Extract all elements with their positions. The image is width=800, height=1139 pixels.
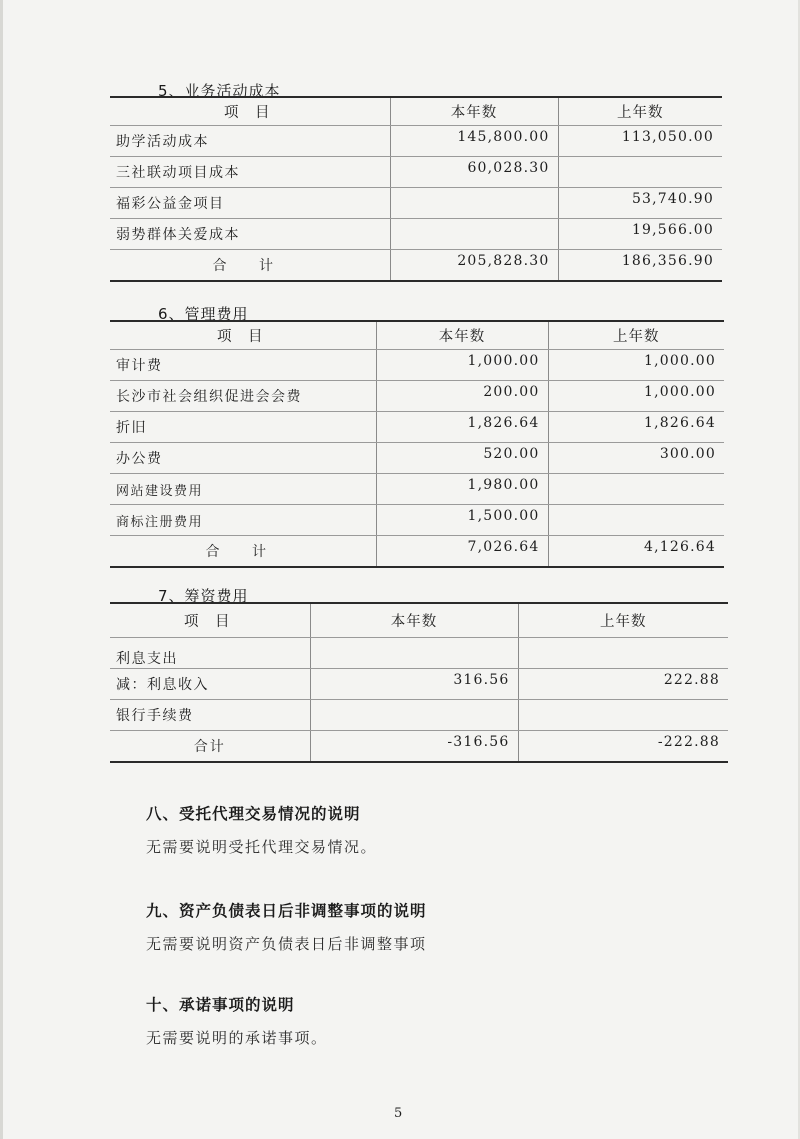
total-current: -316.56: [310, 731, 518, 763]
business-cost-table: [110, 96, 722, 282]
header-current: 本年数: [376, 321, 548, 350]
row-item: 折旧: [110, 412, 376, 443]
total-label: 合计: [110, 731, 310, 763]
admin-expense-table: [110, 320, 724, 568]
row-item: 商标注册费用: [110, 505, 376, 536]
row-item: 办公费: [110, 443, 376, 474]
header-prior: 上年数: [558, 97, 722, 126]
row-prior: 113,050.00: [558, 126, 722, 157]
table-header-row: [110, 321, 724, 350]
total-row: [110, 250, 722, 282]
row-item: 福彩公益金项目: [110, 188, 390, 219]
row-current: [390, 219, 558, 250]
row-prior: 19,566.00: [558, 219, 722, 250]
row-current: 1,980.00: [376, 474, 548, 505]
header-prior: 上年数: [518, 603, 728, 638]
table-row: [110, 188, 722, 219]
total-row: [110, 536, 724, 568]
header-item: 项 目: [110, 321, 376, 350]
row-current: [390, 188, 558, 219]
table-row: [110, 219, 722, 250]
note-body-subsequent-events: 无需要说明资产负债表日后非调整事项: [146, 935, 427, 953]
row-prior: [518, 700, 728, 731]
row-item: 审计费: [110, 350, 376, 381]
table-row: [110, 638, 728, 669]
table-row: [110, 700, 728, 731]
row-current: 1,500.00: [376, 505, 548, 536]
table-row: [110, 126, 722, 157]
page-number: 5: [394, 1106, 403, 1121]
row-current: [310, 700, 518, 731]
row-current: 520.00: [376, 443, 548, 474]
table-row: [110, 412, 724, 443]
note-body-commitments: 无需要说明的承诺事项。: [146, 1029, 328, 1047]
total-label: 合 计: [110, 250, 390, 282]
total-prior: 186,356.90: [558, 250, 722, 282]
total-current: 7,026.64: [376, 536, 548, 568]
row-prior: [518, 638, 728, 669]
total-prior: -222.88: [518, 731, 728, 763]
row-prior: 1,000.00: [548, 381, 724, 412]
table-row: [110, 505, 724, 536]
financing-expense-table: [110, 602, 728, 763]
row-current: 60,028.30: [390, 157, 558, 188]
total-current: 205,828.30: [390, 250, 558, 282]
row-prior: 1,826.64: [548, 412, 724, 443]
total-label: 合 计: [110, 536, 376, 568]
total-prior: 4,126.64: [548, 536, 724, 568]
table-row: [110, 157, 722, 188]
header-current: 本年数: [390, 97, 558, 126]
row-current: 1,826.64: [376, 412, 548, 443]
note-heading-subsequent-events: 九、资产负债表日后非调整事项的说明: [146, 902, 427, 920]
row-current: 145,800.00: [390, 126, 558, 157]
row-current: [310, 638, 518, 669]
table-row: [110, 474, 724, 505]
table-row: [110, 443, 724, 474]
table-row: [110, 381, 724, 412]
row-item: 三社联动项目成本: [110, 157, 390, 188]
note-heading-commitments: 十、承诺事项的说明: [146, 996, 295, 1014]
table-row: [110, 350, 724, 381]
row-prior: 300.00: [548, 443, 724, 474]
row-item: 银行手续费: [110, 700, 310, 731]
table-header-row: [110, 603, 728, 638]
row-current: 316.56: [310, 669, 518, 700]
row-item: 减：利息收入: [110, 669, 310, 700]
row-prior: 53,740.90: [558, 188, 722, 219]
row-current: 200.00: [376, 381, 548, 412]
section-title-business-cost: 5、业务活动成本: [158, 82, 281, 100]
section-title-admin-expense: 6、管理费用: [158, 305, 249, 323]
row-current: 1,000.00: [376, 350, 548, 381]
total-row: [110, 731, 728, 763]
header-item: 项 目: [110, 603, 310, 638]
row-prior: 222.88: [518, 669, 728, 700]
table-header-row: [110, 97, 722, 126]
table-row: [110, 669, 728, 700]
row-item: 利息支出: [110, 638, 310, 669]
row-item: 助学活动成本: [110, 126, 390, 157]
row-prior: [558, 157, 722, 188]
row-item: 网站建设费用: [110, 474, 376, 505]
section-title-financing-expense: 7、筹资费用: [158, 587, 249, 605]
row-item: 弱势群体关爱成本: [110, 219, 390, 250]
row-item: 长沙市社会组织促进会会费: [110, 381, 376, 412]
header-prior: 上年数: [548, 321, 724, 350]
header-current: 本年数: [310, 603, 518, 638]
row-prior: [548, 474, 724, 505]
note-heading-trust-agency: 八、受托代理交易情况的说明: [146, 805, 361, 823]
row-prior: [548, 505, 724, 536]
row-prior: 1,000.00: [548, 350, 724, 381]
header-item: 项 目: [110, 97, 390, 126]
note-body-trust-agency: 无需要说明受托代理交易情况。: [146, 838, 378, 856]
